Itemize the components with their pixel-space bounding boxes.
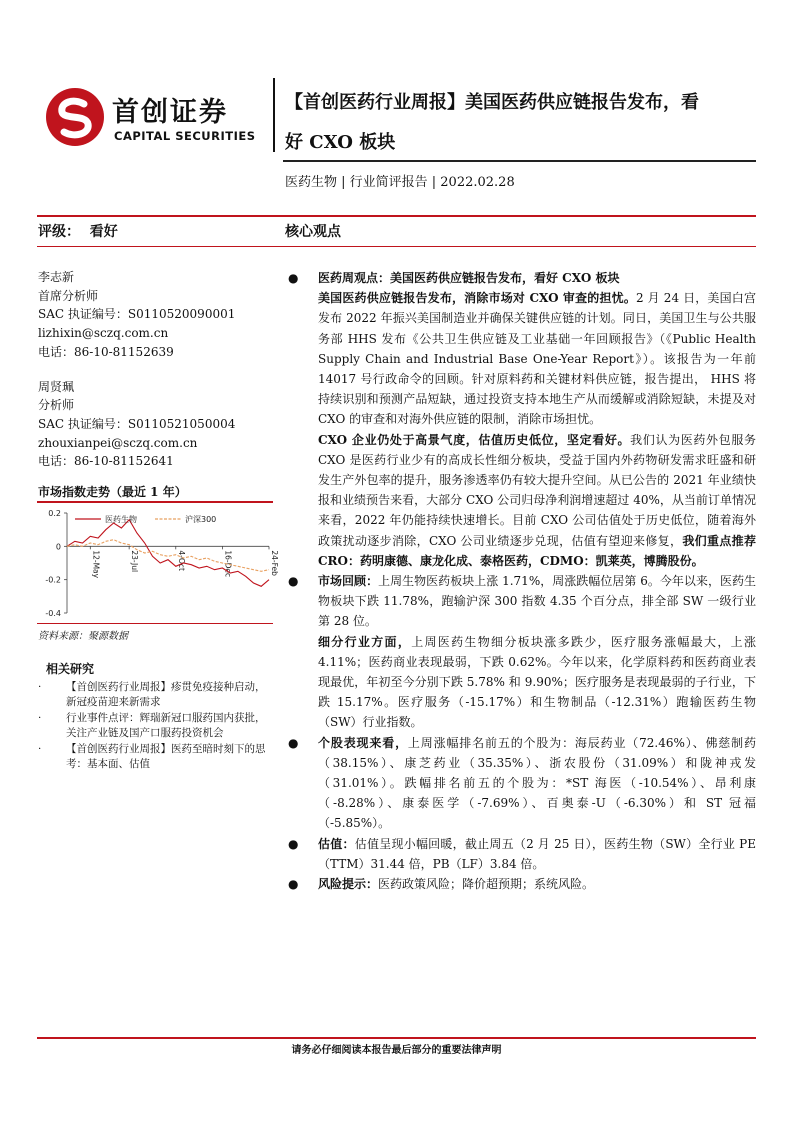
- company-logo: [44, 86, 270, 150]
- related-research-text: 行业事件点评：辉瑞新冠口服药国内获批，关注产业链及国产口服药投资机会: [66, 712, 266, 739]
- footer-disclaimer: 请务必仔细阅读本报告最后部分的重要法律声明: [291, 1045, 502, 1056]
- analyst-phone: 电话：86-10-81152641: [38, 454, 174, 469]
- rating: [38, 221, 118, 241]
- related-research-heading: 相关研究: [46, 662, 95, 676]
- legend-label: 沪深300: [185, 515, 217, 524]
- brand-name-en: CAPITAL SECURITIES: [114, 129, 256, 143]
- analyst-sac: SAC 执证编号：S0110521050004: [38, 416, 236, 431]
- analyst-list: [38, 268, 278, 471]
- bullet-icon: ●: [288, 836, 299, 851]
- list-dot: ·: [38, 681, 42, 693]
- y-tick-label: 0: [55, 542, 61, 552]
- chart-title: 市场指数走势（最近 1 年）: [38, 485, 187, 499]
- analyst-name: 周贤珮: [38, 379, 75, 394]
- paragraph-text: 我们认为医药外包服务 CXO 是医药行业少有的高成长性细分板块，受益于国内外药物研发需求旺盛和研发生产外包率的提升，服务渗透率仍有较大提升空间。从已公告的 2021 年业绩快报和业绩预告来看，大部分 CXO 公司归母净利润增速超过 40%，从当前订单情况来看，2022 年仍能持续快速增长。目前 CXO 公司估值处于历史低位，随着海外政策扰动逐步消除，CXO 公司业绩逐步兑现，估值有望迎来修复，: [318, 432, 756, 548]
- analyst-email[interactable]: zhouxianpei@sczq.com.cn: [38, 435, 198, 450]
- related-research-item[interactable]: [38, 742, 274, 772]
- analyst-sac: SAC 执证编号：S0110520090001: [38, 307, 236, 322]
- bullet-stock-performance: [285, 733, 756, 834]
- chart-title-rule: [37, 501, 273, 503]
- analyst-name: 李志新: [38, 270, 75, 284]
- analyst-title: 分析师: [38, 398, 75, 413]
- chart-source: 资料来源：聚源数据: [38, 631, 128, 642]
- rating-label: 评级：: [38, 224, 80, 240]
- related-research-item[interactable]: [38, 680, 274, 710]
- bullet-icon: ●: [288, 877, 299, 892]
- paragraph-lead: CXO 企业仍处于高景气度，估值历史低位，坚定看好。: [318, 432, 631, 447]
- paragraph-sub-sectors: [285, 632, 756, 733]
- related-research-list: [38, 680, 274, 773]
- core-views-body: [285, 268, 756, 894]
- rating-bottom-rule: [37, 246, 756, 247]
- bullet-heading: 医药周观点：美国医药供应链报告发布，看好 CXO 板块: [318, 271, 620, 285]
- report-title-line-2: 好 CXO 板块: [285, 132, 396, 153]
- paragraph-cxo: [285, 430, 756, 571]
- bullet-weekly-view: [285, 268, 756, 288]
- list-dot: ·: [38, 712, 42, 724]
- paragraph-lead: 细分行业方面，: [318, 634, 412, 649]
- x-tick-label: 23-Jul: [130, 550, 140, 573]
- paragraph-supply-chain: [285, 288, 756, 429]
- analyst-phone: 电话：86-10-81152639: [38, 344, 174, 359]
- bullet-text: 上周生物医药板块上涨 1.71%，周涨跌幅位居第 6。今年以来，医药生物板块下跌 11.78%，跑输沪深 300 指数 4.35 个百分点，排全部 SW 一级行业第 28 位。: [318, 574, 756, 629]
- analyst-email[interactable]: lizhixin@sczq.com.cn: [38, 326, 169, 341]
- paragraph-recommendation: 我们重点推荐 CRO：药明康德、康龙化成、泰格医药，CDMO：凯莱英，博腾股份。: [318, 533, 756, 568]
- bullet-heading: 市场回顾：: [318, 574, 379, 589]
- bullet-icon: ●: [288, 271, 299, 285]
- chart-bottom-rule: [37, 623, 273, 624]
- bullet-market-review: [285, 571, 756, 632]
- x-tick-label: 24-Feb: [270, 550, 279, 576]
- x-tick-label: 16-Dec: [223, 550, 233, 578]
- footer-rule: [37, 1037, 756, 1039]
- y-tick-label: -0.4: [45, 609, 61, 618]
- bullet-text: 估值呈现小幅回暖，截止周五（2 月 25 日），医药生物（SW）全行业 PE（TTM）31.44 倍，PB（LF）3.84 倍。: [318, 836, 756, 871]
- related-research-text: 【首创医药行业周报】医药至暗时刻下的思考：基本面、估值: [66, 743, 266, 770]
- report-category-line: 医药生物 | 行业简评报告 | 2022.02.28: [285, 175, 515, 190]
- rating-top-rule: [37, 215, 756, 217]
- list-dot: ·: [38, 743, 42, 755]
- bullet-heading: 个股表现来看，: [318, 735, 408, 750]
- bullet-heading: 估值：: [318, 836, 355, 851]
- legend-label: 医药生物: [105, 515, 137, 524]
- paragraph-lead: 美国医药供应链报告发布，消除市场对 CXO 审查的担忧。: [318, 291, 636, 306]
- related-research-text: 【首创医药行业周报】疹贯免疫接种启动，新冠疫苗迎来新需求: [66, 681, 266, 708]
- bullet-text: 医药政策风险；降价超预期；系统风险。: [378, 877, 595, 892]
- capital-securities-logo-icon: [44, 86, 106, 148]
- paragraph-text: 2 月 24 日，美国白宫发布 2022 年振兴美国制造业并确保关键供应链的计划。同日，美国卫生与公共服务部 HHS 发布《公共卫生供应链及工业基础一年回顾报告》（《Public Health Supply Chain and Industrial Base One-Year Report》）。该报告为一年前 14017 号行政命令的回顾。针对原料药和关键材料供应链，报告提出， HHS 将持续识别和预测产品短缺，通过投资支持本地生产从而缓解或消除短缺，未提及对 CXO 的审查和对海外供应链的限制，消除市场担忧。: [318, 291, 756, 427]
- bullet-icon: ●: [288, 574, 299, 589]
- rating-value: 看好: [89, 224, 118, 240]
- x-tick-label: 12-May: [91, 550, 101, 579]
- bullet-valuation: [285, 834, 756, 874]
- brand-name-cn: 首创证券: [112, 97, 228, 128]
- title-rule: [283, 160, 756, 162]
- market-index-chart: [37, 505, 279, 621]
- core-views-heading: 核心观点: [285, 224, 341, 240]
- analyst-title: 首席分析师: [38, 288, 99, 303]
- y-tick-label: -0.2: [45, 575, 61, 585]
- bullet-risk: [285, 874, 756, 894]
- bullet-icon: ●: [288, 735, 299, 750]
- y-tick-label: 0.2: [48, 509, 61, 518]
- x-tick-label: 4-Oct: [176, 550, 186, 571]
- bullet-text: 上周涨幅排名前五的个股为：海辰药业（72.46%）、佛慈制药（38.15%）、康芝药业（35.35%）、浙农股份（31.09%）和陇神戎发（31.01%）。跌幅排名前五的个股为：*ST 海医（-10.54%）、昂利康（-8.28%）、康泰医学（-7.69%）、百奥泰-U（-6.30%）和 ST 冠福（-5.85%）。: [318, 735, 756, 831]
- related-research-item[interactable]: [38, 711, 274, 741]
- bullet-heading: 风险提示：: [318, 877, 379, 892]
- report-title-line-1: 【首创医药行业周报】美国医药供应链报告发布，看: [285, 92, 699, 113]
- header-divider: [273, 78, 275, 152]
- paragraph-text: 上周医药生物细分板块涨多跌少，医疗服务涨幅最大，上涨 4.11%；医药商业表现最弱，下跌 0.62%。今年以来，化学原料药和医药商业表现最优，年初至今分别下跌 5.78% 和 9.90%；医疗服务是表现最弱的子行业，下跌 15.17%。医疗服务（-15.17%）和生物制品（-12.31%）跑输医药生物（SW）行业指数。: [318, 634, 756, 730]
